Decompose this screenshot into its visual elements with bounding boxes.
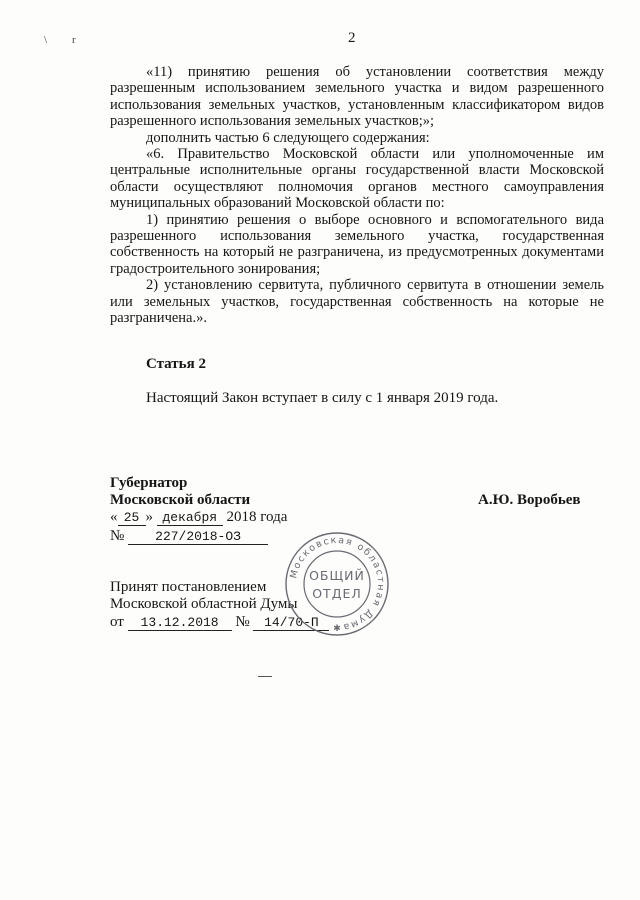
article-heading: Статья 2 (146, 356, 206, 372)
stray-pen-mark (258, 676, 272, 677)
amendment-text (110, 64, 604, 327)
date-close-quote: » (145, 509, 153, 525)
scan-mark: \ (44, 34, 48, 46)
governor-title (110, 475, 250, 509)
adoption-date-prefix: от (110, 614, 124, 630)
law-number-line (110, 528, 268, 545)
scan-mark: r (72, 34, 76, 46)
page-number: 2 (348, 30, 356, 46)
adoption-number-prefix: № (235, 614, 250, 630)
stamp-line2: ОТДЕЛ (312, 586, 362, 601)
date-open-quote: « (110, 509, 118, 525)
stamp-line1: ОБЩИЙ (309, 568, 365, 583)
stamp-outer-ring (286, 533, 388, 635)
signing-date-line (110, 509, 287, 526)
adoption-date: 13.12.2018 (128, 616, 232, 631)
stamp-ring-text (288, 535, 386, 633)
paragraph-add-part-6: дополнить частью 6 следующего содержания: (146, 129, 430, 146)
paragraph-subitem-2: 2) установлению сервитута, публичного сервитута в отношении земель или земельных участков, государственная собственность на которые не разграничена.». (110, 277, 604, 327)
stamp-inner-ring (304, 551, 370, 617)
paragraph-item-11: «11) принятию решения об установлении соответствия между разрешенным использованием земельного участка и видом разрешенного использования земельных участков, установленным классификатором видов разрешенного использования земельных участков;»; (110, 64, 604, 130)
article-text: Настоящий Закон вступает в силу с 1 января 2019 года. (146, 390, 499, 406)
adoption-line1: Принят постановлением (110, 579, 267, 595)
adoption-number: 14/70-П (253, 616, 329, 631)
stamp-star-icon: ✱ (333, 624, 341, 634)
law-number: 227/2018-ОЗ (128, 530, 268, 545)
office-stamp (283, 530, 391, 638)
governor-title-line1: Губернатор (110, 475, 188, 491)
paragraph-subitem-1: 1) принятию решения о выборе основного и вспомогательного вида разрешенного использования земельного участка, государственная собственность на который не разграничена, из предусмотренных документами градостроительного зонирования; (110, 211, 604, 277)
adoption-line2: Московской областной Думы (110, 596, 298, 612)
stamp-ring-textpath: Московская областная Дума (288, 534, 387, 633)
paragraph-part-6: «6. Правительство Московской области или уполномоченные им центральные исполнительные органы государственной власти Московской области осуществляют полномочия органов местного самоуправления муниципальных образований Московской области по: (110, 146, 604, 212)
signer-name: А.Ю. Воробьев (478, 492, 581, 508)
governor-title-line2: Московской области (110, 492, 251, 508)
date-day: 25 (118, 511, 146, 526)
number-prefix: № (110, 528, 125, 544)
adoption-block (110, 579, 298, 613)
date-year-suffix: 2018 года (226, 509, 288, 525)
date-month: декабря (157, 511, 223, 526)
